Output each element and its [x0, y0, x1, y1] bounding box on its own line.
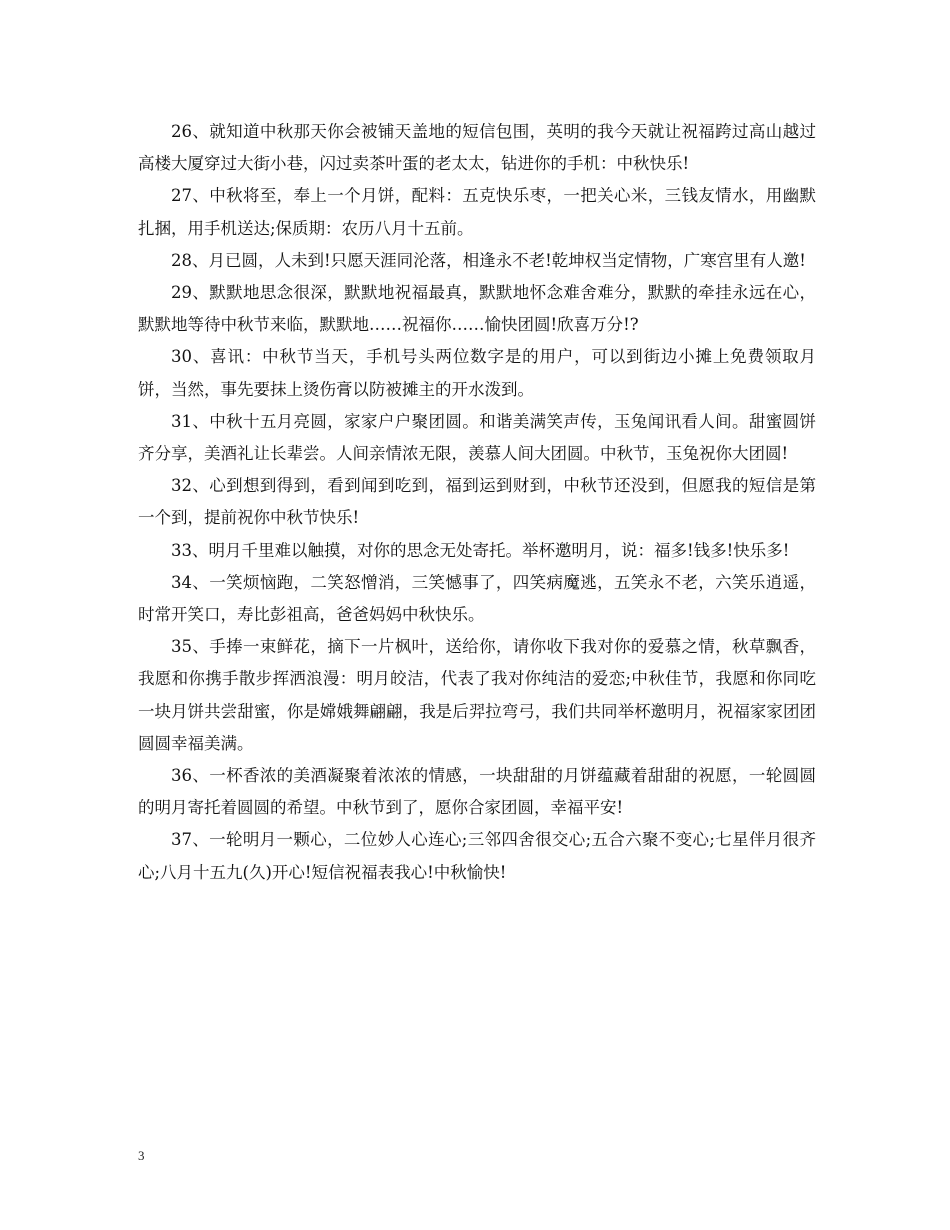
paragraph-32: 32、心到想到得到，看到闻到吃到，福到运到财到，中秋节还没到，但愿我的短信是第一个到，提前祝你中秋节快乐! [138, 476, 816, 528]
document-body [138, 116, 816, 889]
paragraph-28: 28、月已圆，人未到!只愿天涯同沦落，相逢永不老!乾坤权当定情物，广寒宫里有人邀! [171, 250, 806, 270]
paragraph-37: 37、一轮明月一颗心，二位妙人心连心;三邻四舍很交心;五合六聚不变心;七星伴月很齐心;八月十五九(久)开心!短信祝福表我心!中秋愉快! [138, 830, 816, 882]
paragraph-27: 27、中秋将至，奉上一个月饼，配料：五克快乐枣，一把关心米，三钱友情水，用幽默扎捆，用手机送达;保质期：农历八月十五前。 [138, 186, 816, 238]
paragraph-26: 26、就知道中秋那天你会被铺天盖地的短信包围，英明的我今天就让祝福跨过高山越过高楼大厦穿过大街小巷，闪过卖茶叶蛋的老太太，钻进你的手机：中秋快乐! [138, 122, 816, 174]
page-number: 3 [138, 1148, 145, 1163]
paragraph-35: 35、手捧一束鲜花，摘下一片枫叶，送给你，请你收下我对你的爱慕之情，秋草飘香，我愿和你携手散步挥洒浪漫：明月皎洁，代表了我对你纯洁的爱恋;中秋佳节，我愿和你同吃一块月饼共尝甜蜜，你是嫦娥舞翩翩，我是后羿拉弯弓，我们共同举杯邀明月，祝福家家团团圆圆幸福美满。 [138, 637, 816, 753]
paragraph-36: 36、一杯香浓的美酒凝聚着浓浓的情感，一块甜甜的月饼蕴藏着甜甜的祝愿，一轮圆圆的明月寄托着圆圆的希望。中秋节到了，愿你合家团圆，幸福平安! [138, 766, 816, 818]
paragraph-29: 29、默默地思念很深，默默地祝福最真，默默地怀念难舍难分，默默的牵挂永远在心，默默地等待中秋节来临，默默地……祝福你……愉快团圆!欣喜万分!? [138, 283, 816, 335]
paragraph-30: 30、喜讯：中秋节当天，手机号头两位数字是的用户，可以到街边小摊上免费领取月饼，当然，事先要抹上烫伤膏以防被摊主的开水泼到。 [138, 347, 816, 399]
paragraph-33: 33、明月千里难以触摸，对你的思念无处寄托。举杯邀明月，说：福多!钱多!快乐多! [171, 540, 790, 560]
paragraph-34: 34、一笑烦恼跑，二笑怒憎消，三笑憾事了，四笑病魔逃，五笑永不老，六笑乐逍遥，时常开笑口，寿比彭祖高，爸爸妈妈中秋快乐。 [138, 572, 816, 625]
paragraph-31: 31、中秋十五月亮圆，家家户户聚团圆。和谐美满笑声传，玉兔闻讯看人间。甜蜜圆饼齐分享，美酒礼让长辈尝。人间亲情浓无限，羡慕人间大团圆。中秋节，玉兔祝你大团圆! [138, 411, 816, 464]
